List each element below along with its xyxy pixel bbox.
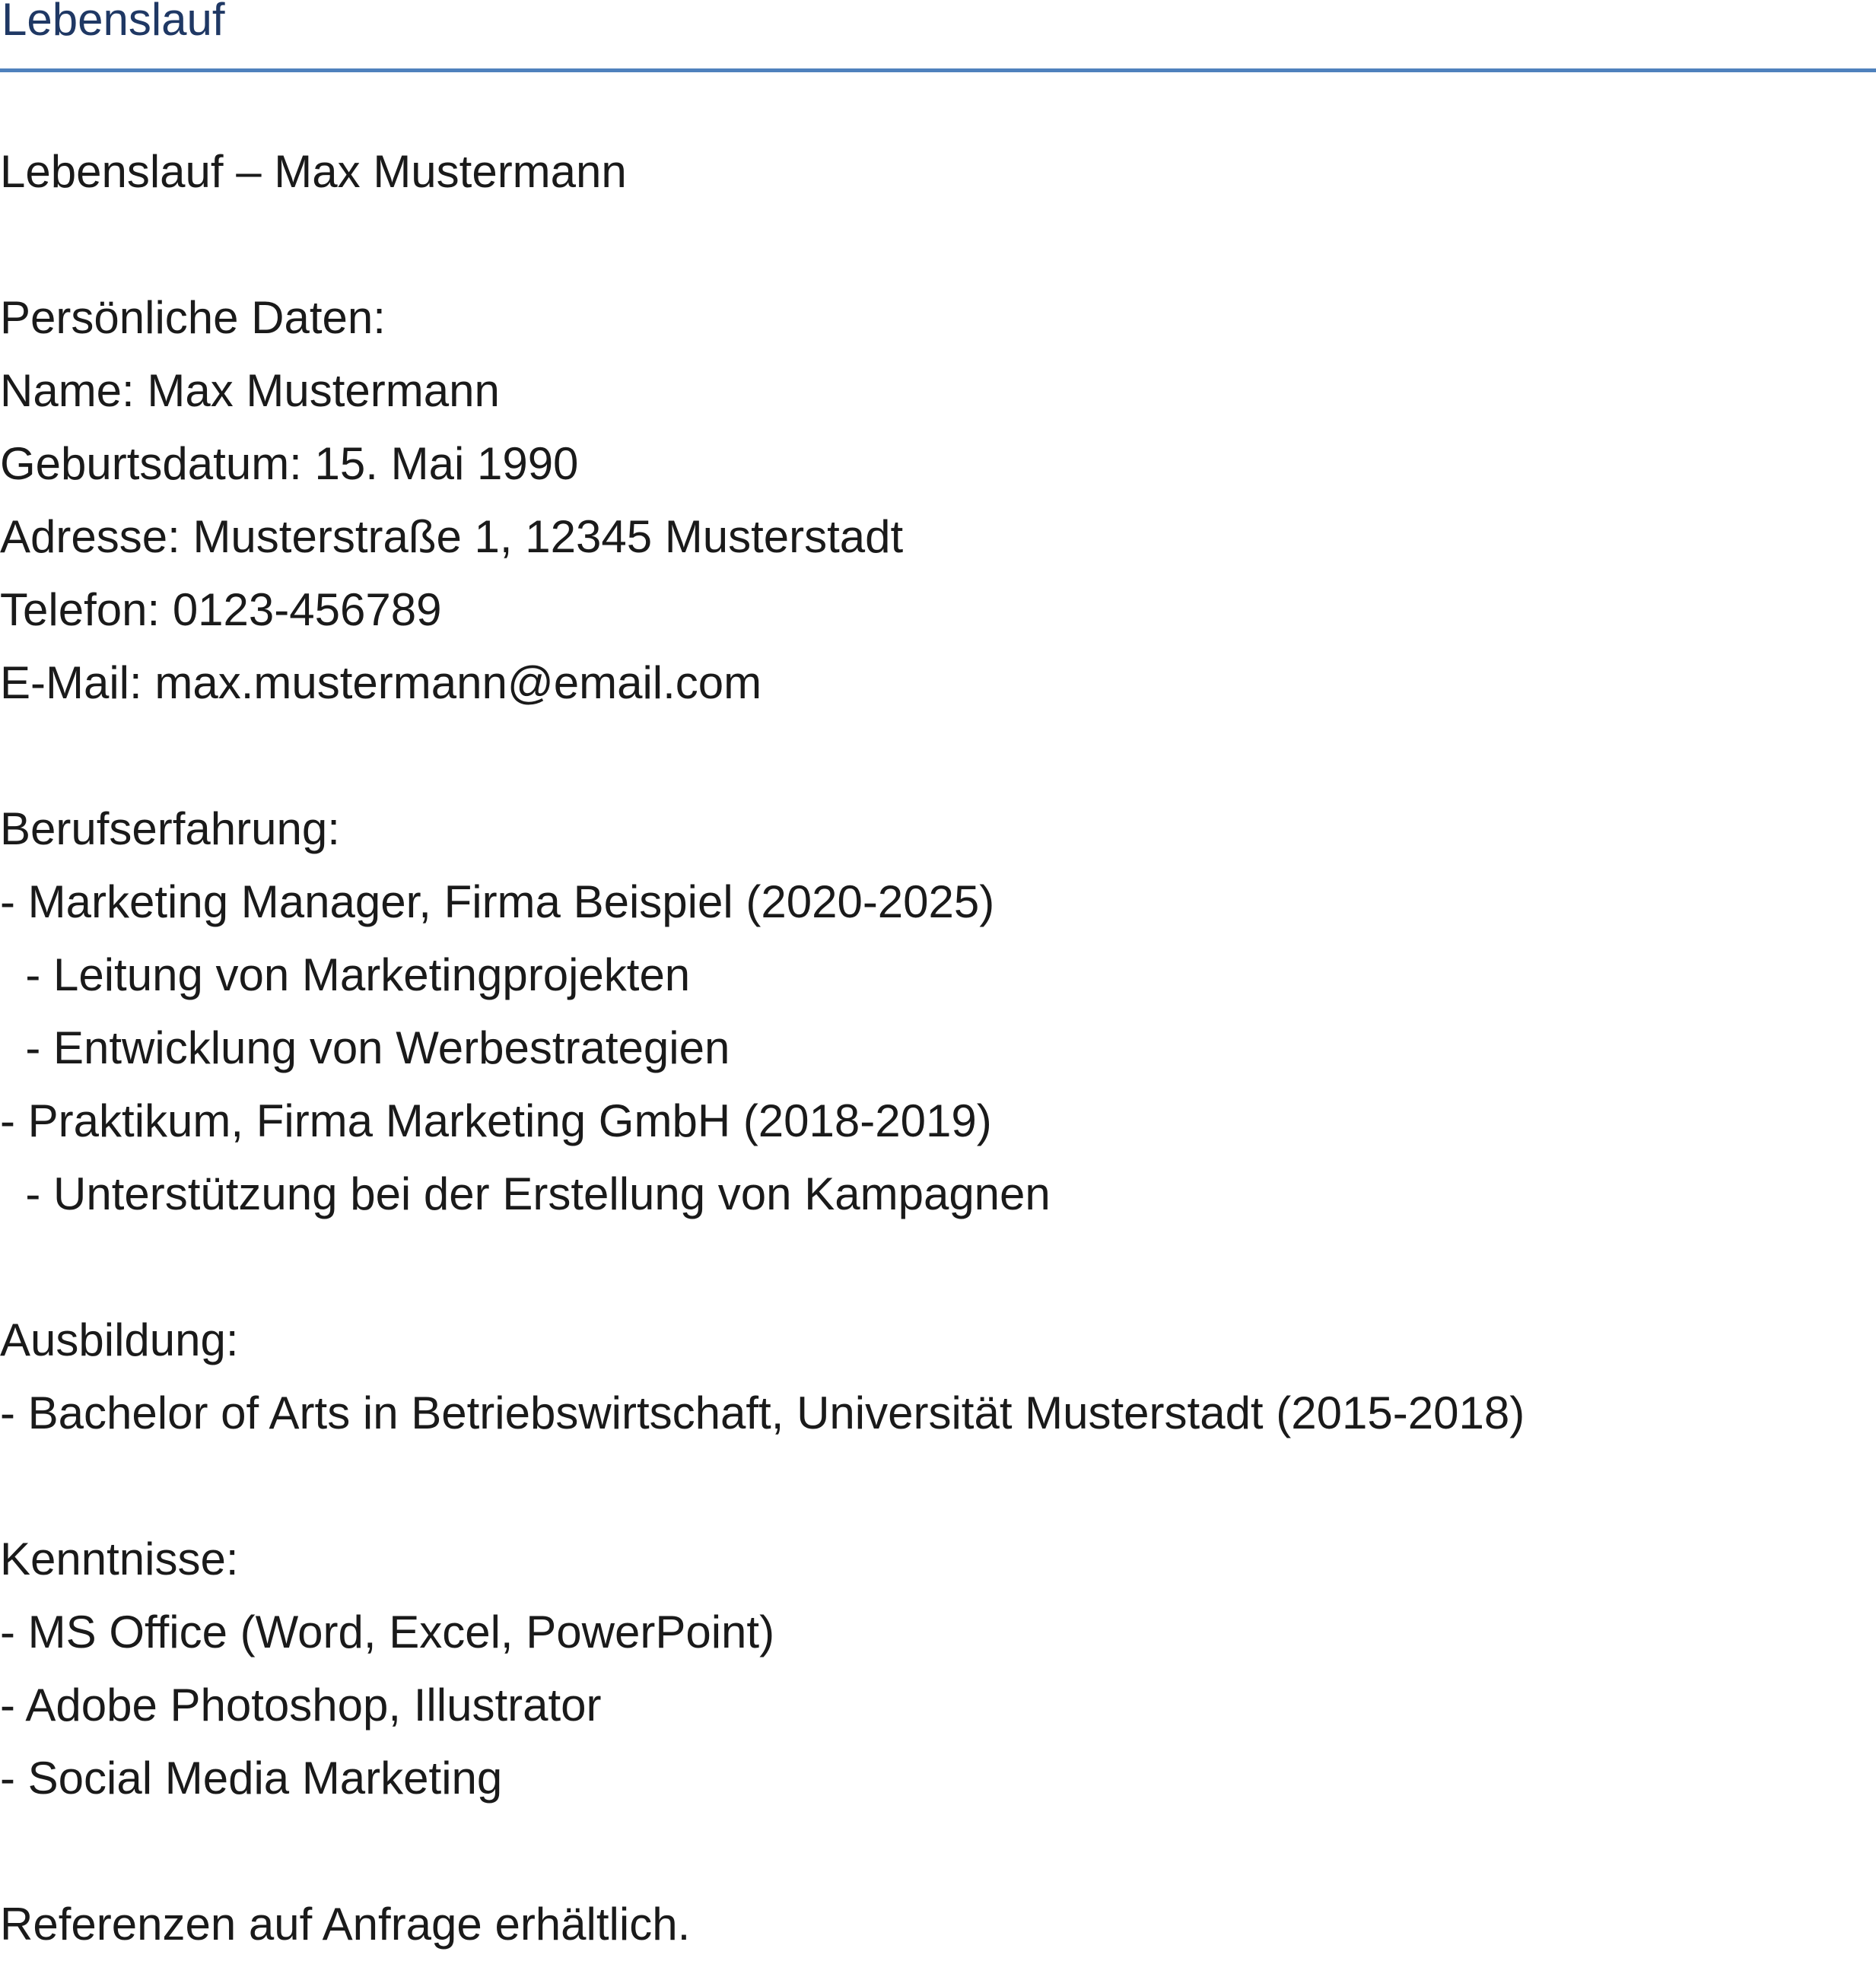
experience-line: - Entwicklung von Werbestrategien bbox=[0, 1022, 730, 1073]
experience-line: - Unterstützung bei der Erstellung von Kampagnen bbox=[0, 1168, 1051, 1219]
blank-line bbox=[0, 720, 1525, 793]
personal-name: Name: Max Mustermann bbox=[0, 365, 500, 416]
section-label-experience: Berufserfahrung: bbox=[0, 803, 340, 854]
section-label-skills: Kenntnisse: bbox=[0, 1534, 239, 1584]
skills-line: - MS Office (Word, Excel, PowerPoint) bbox=[0, 1607, 775, 1657]
blank-line bbox=[0, 1231, 1525, 1304]
section-label-personal: Persönliche Daten: bbox=[0, 292, 386, 343]
personal-address: Adresse: Musterstraße 1, 12345 Musterstadt bbox=[0, 511, 904, 562]
skills-line: - Social Media Marketing bbox=[0, 1753, 503, 1804]
heading-divider bbox=[0, 68, 1876, 72]
references-note: Referenzen auf Anfrage erhältlich. bbox=[0, 1899, 691, 1950]
blank-line bbox=[0, 1450, 1525, 1523]
section-label-education: Ausbildung: bbox=[0, 1314, 239, 1365]
experience-line: - Praktikum, Firma Marketing GmbH (2018-2019) bbox=[0, 1095, 992, 1146]
education-line: - Bachelor of Arts in Betriebswirtschaft, Universität Musterstadt (2015-2018) bbox=[0, 1387, 1525, 1438]
personal-email: E-Mail: max.mustermann@email.com bbox=[0, 657, 762, 708]
document-body bbox=[0, 135, 1525, 1961]
document-heading: Lebenslauf bbox=[2, 0, 225, 45]
blank-line bbox=[0, 208, 1525, 281]
personal-phone: Telefon: 0123-456789 bbox=[0, 584, 442, 635]
blank-line bbox=[0, 1815, 1525, 1888]
experience-line: - Marketing Manager, Firma Beispiel (2020-2025) bbox=[0, 876, 995, 927]
document-title: Lebenslauf – Max Mustermann bbox=[0, 146, 627, 197]
skills-line: - Adobe Photoshop, Illustrator bbox=[0, 1680, 602, 1731]
personal-birthdate: Geburtsdatum: 15. Mai 1990 bbox=[0, 438, 579, 489]
experience-line: - Leitung von Marketingprojekten bbox=[0, 949, 691, 1000]
